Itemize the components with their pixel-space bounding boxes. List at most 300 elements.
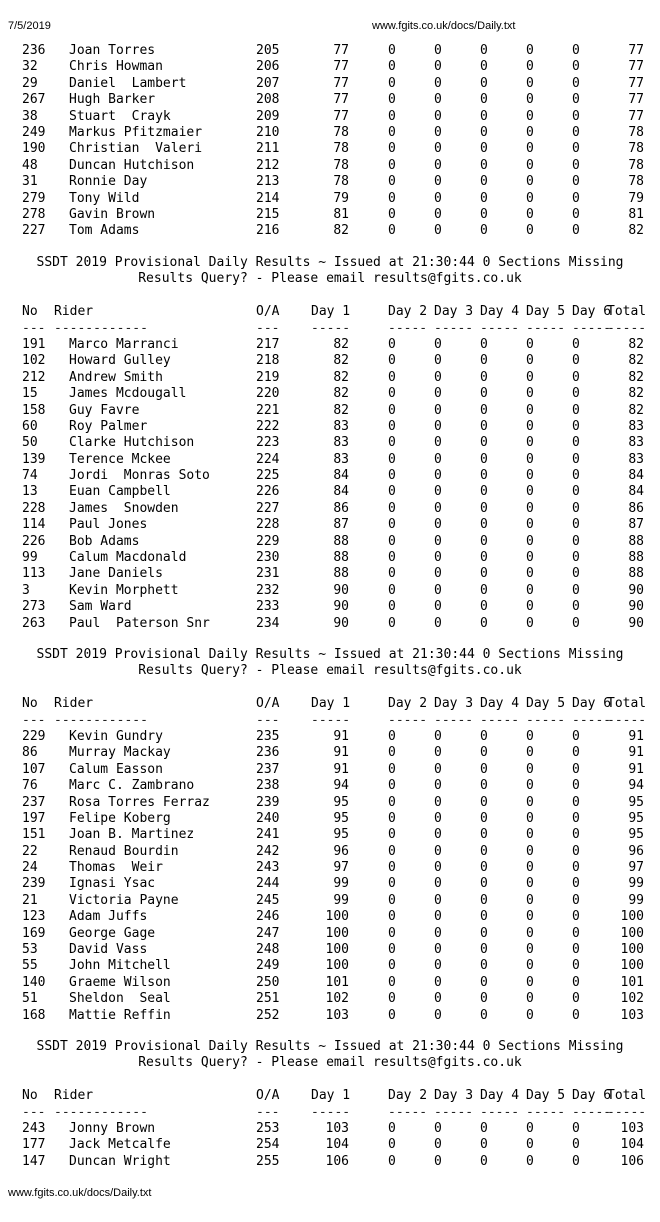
- day2-score: 0: [388, 550, 396, 566]
- day2-score: 0: [388, 435, 396, 451]
- column-rider: ------------: [54, 1104, 148, 1120]
- column-day6: -----: [572, 712, 612, 728]
- day1-score: 95: [333, 810, 349, 826]
- day3-score: 0: [434, 533, 442, 549]
- column-header-row: [0, 304, 660, 320]
- day4-score: 0: [480, 1007, 488, 1023]
- rider-number: 239: [22, 876, 46, 892]
- day1-score: 102: [325, 991, 349, 1007]
- day6-score: 0: [572, 1120, 580, 1136]
- day3-score: 0: [434, 402, 442, 418]
- rider-name: Chris Howman: [69, 59, 163, 75]
- day1-score: 104: [325, 1137, 349, 1153]
- total-score: 82: [628, 353, 644, 369]
- day4-score: 0: [480, 974, 488, 990]
- rider-number: 102: [22, 353, 46, 369]
- day5-score: 0: [526, 843, 534, 859]
- day1-score: 91: [333, 761, 349, 777]
- rider-name: Marco Marranci: [69, 336, 179, 352]
- total-score: 78: [628, 174, 644, 190]
- day4-score: 0: [480, 909, 488, 925]
- day5-score: 0: [526, 958, 534, 974]
- rider-number: 263: [22, 615, 46, 631]
- rider-name: George Gage: [69, 925, 156, 941]
- total-score: 83: [628, 418, 644, 434]
- day6-score: 0: [572, 876, 580, 892]
- rider-number: 99: [22, 550, 38, 566]
- day2-score: 0: [388, 206, 396, 222]
- rider-name: Kevin Gundry: [69, 728, 163, 744]
- table-row: [0, 599, 660, 615]
- day3-score: 0: [434, 190, 442, 206]
- total-score: 78: [628, 157, 644, 173]
- column-day6: -----: [572, 1104, 612, 1120]
- rider-name: Graeme Wilson: [69, 974, 171, 990]
- column-day3: -----: [434, 1104, 474, 1120]
- day6-score: 0: [572, 582, 580, 598]
- day2-score: 0: [388, 860, 396, 876]
- column-day5: Day 5: [526, 304, 566, 320]
- rider-number: 55: [22, 958, 38, 974]
- day1-score: 90: [333, 599, 349, 615]
- column-day1: -----: [311, 320, 351, 336]
- table-row: [0, 844, 660, 860]
- rider-number: 168: [22, 1007, 46, 1023]
- total-score: 90: [628, 582, 644, 598]
- day6-score: 0: [572, 533, 580, 549]
- rider-number: 29: [22, 75, 38, 91]
- day4-score: 0: [480, 124, 488, 140]
- day4-score: 0: [480, 599, 488, 615]
- overall-position: 226: [256, 484, 280, 500]
- total-score: 88: [628, 566, 644, 582]
- rider-number: 278: [22, 206, 46, 222]
- day2-score: 0: [388, 974, 396, 990]
- rider-number: 228: [22, 500, 46, 516]
- table-row: [0, 811, 660, 827]
- column-day2: -----: [388, 320, 428, 336]
- day5-score: 0: [526, 369, 534, 385]
- column-day3: -----: [434, 320, 474, 336]
- day3-score: 0: [434, 550, 442, 566]
- day5-score: 0: [526, 59, 534, 75]
- day2-score: 0: [388, 190, 396, 206]
- overall-position: 209: [256, 108, 280, 124]
- day1-score: 78: [333, 174, 349, 190]
- total-score: 103: [620, 1120, 644, 1136]
- rider-number: 169: [22, 925, 46, 941]
- day1-score: 100: [325, 958, 349, 974]
- total-score: 82: [628, 223, 644, 239]
- day6-score: 0: [572, 206, 580, 222]
- results-block-2: [0, 647, 660, 1024]
- column-total: Total: [607, 1088, 647, 1104]
- day6-score: 0: [572, 43, 580, 58]
- day6-score: 0: [572, 566, 580, 582]
- day2-score: 0: [388, 566, 396, 582]
- day5-score: 0: [526, 1137, 534, 1153]
- total-score: 84: [628, 468, 644, 484]
- rider-number: 267: [22, 92, 46, 108]
- rider-name: Marc C. Zambrano: [69, 778, 195, 794]
- day4-score: 0: [480, 336, 488, 352]
- total-score: 77: [628, 108, 644, 124]
- day6-score: 0: [572, 860, 580, 876]
- column-day4: -----: [480, 1104, 520, 1120]
- day5-score: 0: [526, 550, 534, 566]
- day5-score: 0: [526, 517, 534, 533]
- total-score: 81: [628, 206, 644, 222]
- day1-score: 84: [333, 484, 349, 500]
- column-day4: Day 4: [480, 304, 520, 320]
- rider-number: 227: [22, 223, 46, 239]
- day4-score: 0: [480, 1153, 488, 1169]
- day3-score: 0: [434, 909, 442, 925]
- day4-score: 0: [480, 925, 488, 941]
- overall-position: 228: [256, 517, 280, 533]
- day4-score: 0: [480, 59, 488, 75]
- day1-score: 83: [333, 418, 349, 434]
- rider-name: Ignasi Ysac: [69, 876, 156, 892]
- overall-position: 255: [256, 1153, 280, 1169]
- total-score: 82: [628, 369, 644, 385]
- day4-score: 0: [480, 75, 488, 91]
- day3-score: 0: [434, 745, 442, 761]
- overall-position: 230: [256, 550, 280, 566]
- day1-score: 82: [333, 353, 349, 369]
- day3-score: 0: [434, 108, 442, 124]
- day6-score: 0: [572, 599, 580, 615]
- day6-score: 0: [572, 336, 580, 352]
- rider-name: Duncan Wright: [69, 1153, 171, 1169]
- day3-score: 0: [434, 827, 442, 843]
- day1-score: 82: [333, 336, 349, 352]
- day3-score: 0: [434, 141, 442, 157]
- rider-name: James Mcdougall: [69, 386, 187, 402]
- rider-number: 74: [22, 468, 38, 484]
- table-row: [0, 1008, 660, 1024]
- overall-position: 224: [256, 451, 280, 467]
- rider-number: 3: [22, 582, 30, 598]
- day3-score: 0: [434, 517, 442, 533]
- column-day2: Day 2: [388, 1088, 428, 1104]
- column-day6: Day 6: [572, 1088, 612, 1104]
- day4-score: 0: [480, 43, 488, 58]
- table-row: [0, 386, 660, 402]
- overall-position: 241: [256, 827, 280, 843]
- day2-score: 0: [388, 353, 396, 369]
- column-header-row: [0, 1088, 660, 1104]
- table-row: [0, 778, 660, 794]
- day1-score: 103: [325, 1120, 349, 1136]
- overall-position: 251: [256, 991, 280, 1007]
- day4-score: 0: [480, 550, 488, 566]
- day2-score: 0: [388, 599, 396, 615]
- table-row: [0, 141, 660, 157]
- rider-number: 140: [22, 974, 46, 990]
- rider-number: 60: [22, 418, 38, 434]
- day5-score: 0: [526, 827, 534, 843]
- total-score: 96: [628, 843, 644, 859]
- day6-score: 0: [572, 843, 580, 859]
- day1-score: 95: [333, 794, 349, 810]
- day3-score: 0: [434, 353, 442, 369]
- overall-position: 206: [256, 59, 280, 75]
- day3-score: 0: [434, 223, 442, 239]
- rider-name: Sam Ward: [69, 599, 132, 615]
- day6-score: 0: [572, 974, 580, 990]
- day2-score: 0: [388, 1153, 396, 1169]
- column-underline-row: [0, 1105, 660, 1121]
- total-score: 95: [628, 794, 644, 810]
- rider-name: Jane Daniels: [69, 566, 163, 582]
- table-row: [0, 729, 660, 745]
- column-day1: Day 1: [311, 696, 351, 712]
- day6-score: 0: [572, 991, 580, 1007]
- day5-score: 0: [526, 353, 534, 369]
- day4-score: 0: [480, 958, 488, 974]
- day5-score: 0: [526, 418, 534, 434]
- day2-score: 0: [388, 92, 396, 108]
- overall-position: 245: [256, 892, 280, 908]
- overall-position: 232: [256, 582, 280, 598]
- total-score: 106: [620, 1153, 644, 1169]
- column-day5: -----: [526, 320, 566, 336]
- day4-score: 0: [480, 206, 488, 222]
- rider-number: 139: [22, 451, 46, 467]
- overall-position: 219: [256, 369, 280, 385]
- rider-name: Roy Palmer: [69, 418, 148, 434]
- rider-name: John Mitchell: [69, 958, 171, 974]
- column-day5: -----: [526, 1104, 566, 1120]
- day5-score: 0: [526, 974, 534, 990]
- rider-name: Howard Gulley: [69, 353, 171, 369]
- day4-score: 0: [480, 141, 488, 157]
- day1-score: 83: [333, 451, 349, 467]
- day4-score: 0: [480, 860, 488, 876]
- overall-position: 214: [256, 190, 280, 206]
- day3-score: 0: [434, 435, 442, 451]
- day3-score: 0: [434, 892, 442, 908]
- day4-score: 0: [480, 108, 488, 124]
- day5-score: 0: [526, 451, 534, 467]
- continuation-rows: [0, 43, 660, 240]
- total-score: 91: [628, 745, 644, 761]
- day6-score: 0: [572, 402, 580, 418]
- day3-score: 0: [434, 418, 442, 434]
- day3-score: 0: [434, 75, 442, 91]
- column-header-row: [0, 696, 660, 712]
- rider-number: 190: [22, 141, 46, 157]
- day1-score: 83: [333, 435, 349, 451]
- day2-score: 0: [388, 843, 396, 859]
- day3-score: 0: [434, 876, 442, 892]
- day3-score: 0: [434, 386, 442, 402]
- day1-score: 90: [333, 582, 349, 598]
- day4-score: 0: [480, 533, 488, 549]
- day1-score: 81: [333, 206, 349, 222]
- day6-score: 0: [572, 827, 580, 843]
- rider-name: Hugh Barker: [69, 92, 156, 108]
- day3-score: 0: [434, 728, 442, 744]
- rider-name: David Vass: [69, 942, 148, 958]
- day1-score: 78: [333, 124, 349, 140]
- total-score: 100: [620, 925, 644, 941]
- day6-score: 0: [572, 190, 580, 206]
- day4-score: 0: [480, 517, 488, 533]
- overall-position: 240: [256, 810, 280, 826]
- day1-score: 100: [325, 942, 349, 958]
- table-row: [0, 158, 660, 174]
- day4-score: 0: [480, 991, 488, 1007]
- rider-name: Terence Mckee: [69, 451, 171, 467]
- day2-score: 0: [388, 794, 396, 810]
- day3-score: 0: [434, 582, 442, 598]
- rider-number: 226: [22, 533, 46, 549]
- rider-number: 279: [22, 190, 46, 206]
- rider-name: Mattie Reffin: [69, 1007, 171, 1023]
- day4-score: 0: [480, 451, 488, 467]
- column-rider: ------------: [54, 320, 148, 336]
- table-row: [0, 207, 660, 223]
- day5-score: 0: [526, 1007, 534, 1023]
- column-total: Total: [607, 304, 647, 320]
- day2-score: 0: [388, 402, 396, 418]
- day2-score: 0: [388, 991, 396, 1007]
- rider-name: Andrew Smith: [69, 369, 163, 385]
- total-score: 84: [628, 484, 644, 500]
- day6-score: 0: [572, 353, 580, 369]
- day6-score: 0: [572, 892, 580, 908]
- day5-score: 0: [526, 1120, 534, 1136]
- day2-score: 0: [388, 336, 396, 352]
- rider-name: Christian Valeri: [69, 141, 203, 157]
- column-total: -----: [607, 1104, 647, 1120]
- overall-position: 236: [256, 745, 280, 761]
- day2-score: 0: [388, 75, 396, 91]
- day1-score: 77: [333, 75, 349, 91]
- day4-score: 0: [480, 794, 488, 810]
- day6-score: 0: [572, 418, 580, 434]
- day1-score: 78: [333, 141, 349, 157]
- rider-number: 15: [22, 386, 38, 402]
- day6-score: 0: [572, 369, 580, 385]
- day3-score: 0: [434, 942, 442, 958]
- column-day2: -----: [388, 712, 428, 728]
- table-row: [0, 435, 660, 451]
- overall-position: 237: [256, 761, 280, 777]
- column-day1: -----: [311, 1104, 351, 1120]
- day3-score: 0: [434, 206, 442, 222]
- overall-position: 217: [256, 336, 280, 352]
- day4-score: 0: [480, 582, 488, 598]
- total-score: 77: [628, 75, 644, 91]
- day4-score: 0: [480, 369, 488, 385]
- day5-score: 0: [526, 386, 534, 402]
- overall-position: 242: [256, 843, 280, 859]
- day6-score: 0: [572, 794, 580, 810]
- rider-name: Ronnie Day: [69, 174, 148, 190]
- day2-score: 0: [388, 43, 396, 58]
- day2-score: 0: [388, 1007, 396, 1023]
- table-row: [0, 59, 660, 75]
- day2-score: 0: [388, 761, 396, 777]
- column-day5: -----: [526, 712, 566, 728]
- day5-score: 0: [526, 942, 534, 958]
- rider-name: Paul Jones: [69, 517, 148, 533]
- overall-position: 222: [256, 418, 280, 434]
- rider-name: Felipe Koberg: [69, 810, 171, 826]
- rider-number: 76: [22, 778, 38, 794]
- rider-number: 229: [22, 728, 46, 744]
- table-row: [0, 762, 660, 778]
- table-row: [0, 403, 660, 419]
- day3-score: 0: [434, 157, 442, 173]
- total-score: 99: [628, 892, 644, 908]
- table-row: [0, 517, 660, 533]
- overall-position: 208: [256, 92, 280, 108]
- total-score: 103: [620, 1007, 644, 1023]
- day6-score: 0: [572, 745, 580, 761]
- column-no: No: [22, 696, 38, 712]
- rider-number: 32: [22, 59, 38, 75]
- table-row: [0, 991, 660, 1007]
- table-row: [0, 860, 660, 876]
- day2-score: 0: [388, 582, 396, 598]
- overall-position: 239: [256, 794, 280, 810]
- day2-score: 0: [388, 517, 396, 533]
- rider-name: Calum Easson: [69, 761, 163, 777]
- rider-number: 21: [22, 892, 38, 908]
- column-day3: Day 3: [434, 696, 474, 712]
- rider-number: 212: [22, 369, 46, 385]
- day1-score: 84: [333, 468, 349, 484]
- day3-score: 0: [434, 1120, 442, 1136]
- day2-score: 0: [388, 942, 396, 958]
- total-score: 88: [628, 550, 644, 566]
- column-oa: ---: [256, 1104, 280, 1120]
- table-row: [0, 795, 660, 811]
- column-day1: -----: [311, 712, 351, 728]
- day1-score: 100: [325, 909, 349, 925]
- day4-score: 0: [480, 418, 488, 434]
- rider-number: 31: [22, 174, 38, 190]
- day2-score: 0: [388, 468, 396, 484]
- column-no: ---: [22, 1104, 46, 1120]
- rider-name: Kevin Morphett: [69, 582, 179, 598]
- day4-score: 0: [480, 500, 488, 516]
- day5-score: 0: [526, 75, 534, 91]
- rider-number: 123: [22, 909, 46, 925]
- table-row: [0, 827, 660, 843]
- day1-score: 82: [333, 369, 349, 385]
- overall-position: 210: [256, 124, 280, 140]
- overall-position: 211: [256, 141, 280, 157]
- overall-position: 225: [256, 468, 280, 484]
- day1-score: 82: [333, 402, 349, 418]
- day2-score: 0: [388, 728, 396, 744]
- table-row: [0, 550, 660, 566]
- total-score: 78: [628, 124, 644, 140]
- table-row: [0, 92, 660, 108]
- overall-position: 227: [256, 500, 280, 516]
- day3-score: 0: [434, 124, 442, 140]
- day4-score: 0: [480, 827, 488, 843]
- day3-score: 0: [434, 484, 442, 500]
- day2-score: 0: [388, 615, 396, 631]
- day3-score: 0: [434, 59, 442, 75]
- day3-score: 0: [434, 336, 442, 352]
